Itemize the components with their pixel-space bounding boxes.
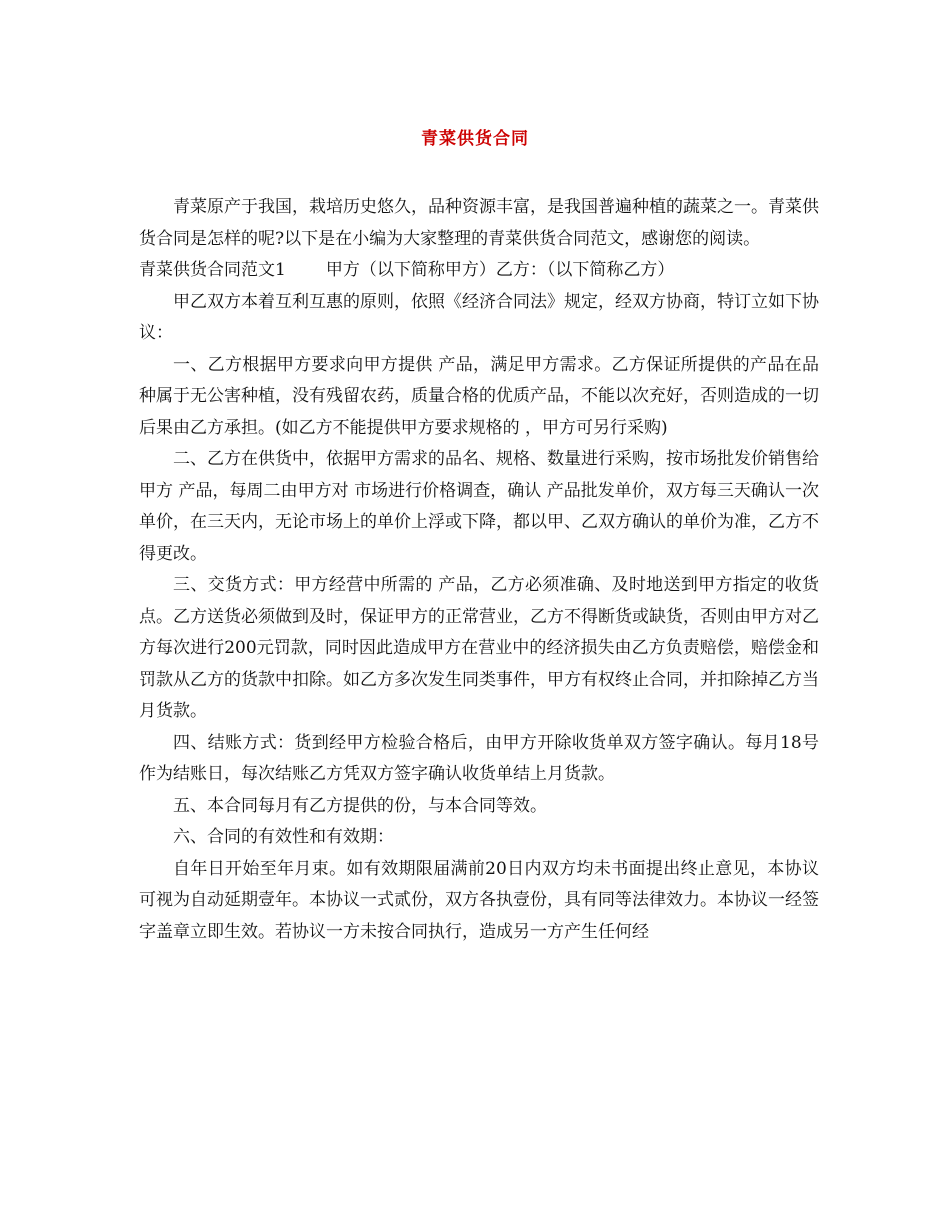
- sample-heading-line: [139, 255, 819, 287]
- sample-heading: 青菜供货合同范文1: [139, 260, 286, 280]
- intro-paragraph: 青菜原产于我国，栽培历史悠久，品种资源丰富，是我国普遍种植的蔬菜之一。青菜供货合同是怎样的呢?以下是在小编为大家整理的青菜供货合同范文，感谢您的阅读。: [139, 197, 819, 249]
- clause-6-heading: 六、合同的有效性和有效期：: [173, 827, 394, 847]
- document-body: [139, 192, 819, 948]
- document-title: 青菜供货合同: [421, 129, 529, 149]
- preamble-paragraph: 甲乙双方本着互利互惠的原则，依照《经济合同法》规定，经双方协商，特订立如下协议：: [139, 291, 819, 343]
- clause-3: 三、交货方式：甲方经营中所需的 产品，乙方必须准确、及时地送到甲方指定的收货点。乙方送货必须做到及时，保证甲方的正常营业，乙方不得断货或缺货，否则由甲方对乙方每次进行200元罚款，同时因此造成甲方在营业中的经济损失由乙方负责赔偿，赔偿金和罚款从乙方的货款中扣除。如乙方多次发生同类事件，甲方有权终止合同，并扣除掉乙方当月货款。: [139, 575, 819, 721]
- parties-line: 甲方（以下简称甲方）乙方：（以下简称乙方）: [325, 260, 675, 280]
- clause-1: 一、乙方根据甲方要求向甲方提供 产品，满足甲方需求。乙方保证所提供的产品在品种属于无公害种植，没有残留农药，质量合格的优质产品，不能以次充好，否则造成的一切后果由乙方承担。(如乙方不能提供甲方要求规格的 ，甲方可另行采购): [139, 354, 819, 438]
- clause-2: 二、乙方在供货中，依据甲方需求的品名、规格、数量进行采购，按市场批发价销售给甲方 产品，每周二由甲方对 市场进行价格调查，确认 产品批发单价，双方每三天确认一次单价，在三天内，无论市场上的单价上浮或下降，都以甲、乙双方确认的单价为准，乙方不得更改。: [139, 449, 819, 564]
- clause-4: 四、结账方式：货到经甲方检验合格后，由甲方开除收货单双方签字确认。每月18号作为结账日，每次结账乙方凭双方签字确认收货单结上月货款。: [139, 732, 819, 784]
- clause-5: 五、本合同每月有乙方提供的份，与本合同等效。: [173, 795, 547, 816]
- clause-6-text: 自年日开始至年月束。如有效期限届满前20日内双方均未书面提出终止意见，本协议可视为自动延期壹年。本协议一式贰份，双方各执壹份，具有同等法律效力。本协议一经签字盖章立即生效。若协议一方未按合同执行，造成另一方产生任何经: [139, 858, 819, 942]
